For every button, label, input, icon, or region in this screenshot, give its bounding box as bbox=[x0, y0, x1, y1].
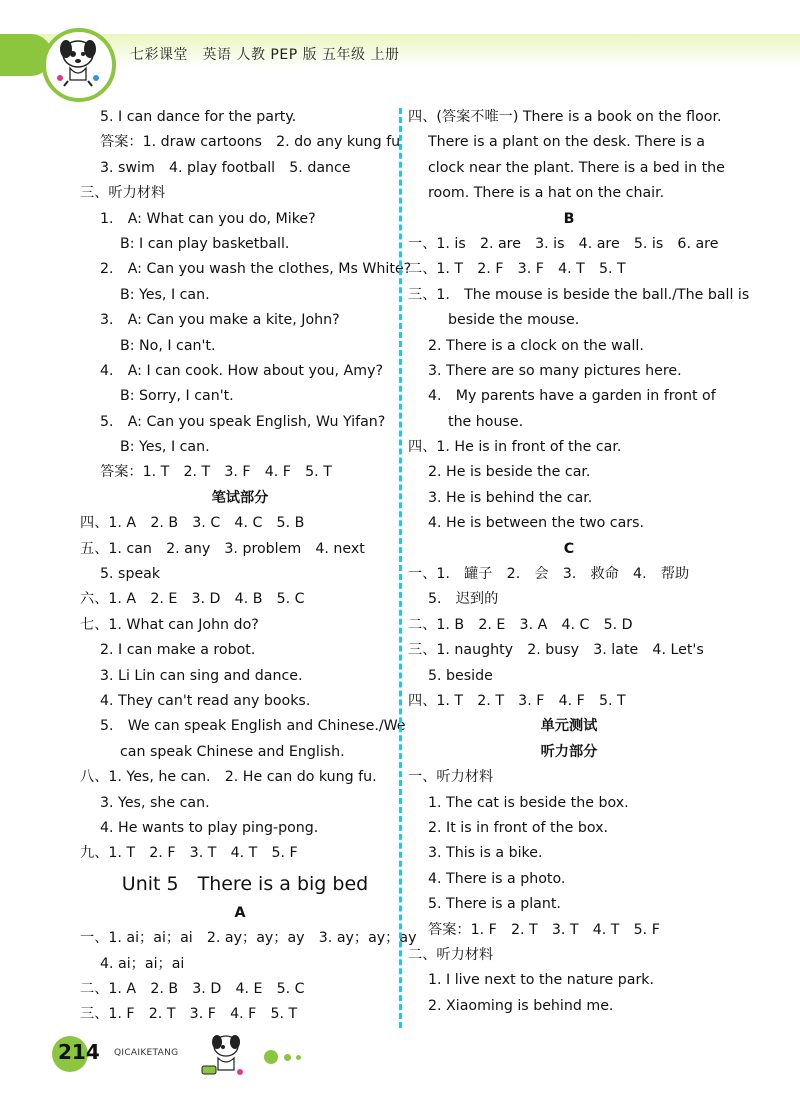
answer-line: 4. They can't read any books. bbox=[100, 692, 311, 709]
answer-line: 四、1. A 2. B 3. C 4. C 5. B bbox=[80, 515, 305, 532]
answer-line: 四、1. T 2. T 3. F 4. F 5. T bbox=[408, 692, 626, 709]
answer-line: 答案：1. F 2. T 3. T 4. T 5. F bbox=[428, 921, 660, 938]
answer-line: 2. It is in front of the box. bbox=[428, 819, 608, 836]
answer-line: 二、听力材料 bbox=[408, 946, 494, 963]
answer-line: 1. I live next to the nature park. bbox=[428, 972, 655, 989]
answer-line: 5. There is a plant. bbox=[428, 896, 561, 913]
left-answer-list-unit bbox=[80, 901, 417, 1028]
answer-line: 二、1. T 2. F 3. F 4. T 5. T bbox=[408, 261, 626, 278]
answer-line: clock near the plant. There is a bed in the bbox=[428, 159, 725, 176]
right-answer-list bbox=[408, 105, 750, 1019]
answer-line: 2. I can make a robot. bbox=[100, 642, 256, 659]
unit-title: Unit 5 There is a big bed bbox=[121, 872, 369, 895]
answer-line: 4. There is a photo. bbox=[428, 870, 566, 887]
answer-line: 七、1. What can John do? bbox=[80, 616, 259, 633]
answer-line: 1. A: What can you do, Mike? bbox=[100, 210, 316, 227]
answer-line: 5. 迟到的 bbox=[428, 591, 499, 608]
answer-line: beside the mouse. bbox=[448, 312, 580, 329]
answer-line: 二、1. B 2. E 3. A 4. C 5. D bbox=[408, 616, 633, 633]
answer-line: 三、1. F 2. T 3. F 4. F 5. T bbox=[80, 1006, 298, 1023]
footer-brand: QICAIKETANG bbox=[114, 1048, 179, 1058]
answer-line: 2. Xiaoming is behind me. bbox=[428, 997, 614, 1014]
answer-line: 三、1. The mouse is beside the ball./The ball is bbox=[408, 286, 750, 303]
right-column bbox=[408, 105, 750, 1019]
answer-line: B: Sorry, I can't. bbox=[120, 388, 234, 405]
answer-line: 三、1. naughty 2. busy 3. late 4. Let's bbox=[408, 642, 704, 659]
answer-line: 5. I can dance for the party. bbox=[100, 109, 297, 125]
answer-line: 5. A: Can you speak English, Wu Yifan? bbox=[100, 413, 386, 430]
left-answer-list bbox=[80, 105, 412, 867]
answer-line: 一、1. ai；ai；ai 2. ay；ay；ay 3. ay；ay；ay bbox=[80, 930, 417, 947]
answer-line: 4. He is between the two cars. bbox=[428, 515, 645, 532]
answer-line: 二、1. A 2. B 3. D 4. E 5. C bbox=[80, 980, 305, 997]
answer-line: 3. A: Can you make a kite, John? bbox=[100, 312, 340, 329]
answer-line: 2. He is beside the car. bbox=[428, 464, 591, 481]
answer-line: 答案：1. draw cartoons 2. do any kung fu bbox=[100, 134, 401, 151]
header-title: 七彩课堂 英语 人教 PEP 版 五年级 上册 bbox=[130, 47, 400, 63]
answer-line: There is a plant on the desk. There is a bbox=[428, 134, 705, 151]
answer-line: B: Yes, I can. bbox=[120, 286, 210, 303]
dog-mascot-icon bbox=[52, 34, 104, 88]
answer-line: 听力部分 bbox=[540, 743, 598, 760]
answer-line: B bbox=[563, 210, 575, 227]
answer-line: 4. A: I can cook. How about you, Amy? bbox=[100, 362, 384, 379]
answer-line: 单元测试 bbox=[540, 718, 598, 735]
answer-line: 五、1. can 2. any 3. problem 4. next bbox=[80, 540, 365, 557]
answer-line: 1. The cat is beside the box. bbox=[428, 794, 629, 811]
answer-line: 3. There are so many pictures here. bbox=[428, 362, 682, 379]
answer-line: B: I can play basketball. bbox=[120, 235, 290, 252]
answer-line: 4. ai；ai；ai bbox=[100, 955, 185, 972]
answer-line: 3. swim 4. play football 5. dance bbox=[100, 159, 351, 176]
answer-line: 一、1. 罐子 2. 会 3. 救命 4. 帮助 bbox=[408, 566, 690, 583]
answer-line: 5. We can speak English and Chinese./We bbox=[100, 718, 406, 735]
answer-line: 3. This is a bike. bbox=[428, 845, 543, 862]
column-divider bbox=[399, 108, 402, 1028]
answer-line: the house. bbox=[448, 413, 524, 430]
answer-line: 笔试部分 bbox=[211, 489, 269, 506]
answer-line: 2. A: Can you wash the clothes, Ms White? bbox=[100, 261, 412, 278]
answer-line: 5. beside bbox=[428, 667, 493, 684]
footer-dog-icon bbox=[196, 1030, 248, 1080]
answer-line: C bbox=[563, 540, 575, 557]
answer-line: B: Yes, I can. bbox=[120, 439, 210, 456]
answer-line: 5. speak bbox=[100, 566, 161, 583]
answer-line: room. There is a hat on the chair. bbox=[428, 185, 665, 202]
answer-line: 4. He wants to play ping-pong. bbox=[100, 819, 319, 836]
answer-line: B: No, I can't. bbox=[120, 337, 216, 354]
answer-line: 答案：1. T 2. T 3. F 4. F 5. T bbox=[100, 464, 332, 481]
answer-line: 4. My parents have a garden in front of bbox=[428, 388, 716, 405]
answer-line: 一、1. is 2. are 3. is 4. are 5. is 6. are bbox=[408, 235, 719, 252]
answer-line: can speak Chinese and English. bbox=[120, 743, 345, 760]
answer-line: 四、1. He is in front of the car. bbox=[408, 439, 622, 456]
answer-line: A bbox=[234, 904, 246, 921]
answer-line: 3. Li Lin can sing and dance. bbox=[100, 667, 303, 684]
answer-line: 三、听力材料 bbox=[80, 185, 166, 202]
answer-line: 四、(答案不唯一) There is a book on the floor. bbox=[408, 109, 722, 125]
answer-line: 八、1. Yes, he can. 2. He can do kung fu. bbox=[80, 769, 377, 786]
header-band bbox=[0, 34, 800, 76]
answer-line: 3. He is behind the car. bbox=[428, 489, 593, 506]
footer-dot-medium bbox=[284, 1054, 291, 1061]
footer-dot-large bbox=[264, 1050, 278, 1064]
left-column bbox=[80, 105, 417, 1028]
footer-dot-small bbox=[296, 1055, 301, 1060]
page-number: 214 bbox=[58, 1040, 100, 1064]
answer-line: 九、1. T 2. F 3. T 4. T 5. F bbox=[80, 845, 298, 862]
answer-line: 一、听力材料 bbox=[408, 769, 494, 786]
answer-line: 3. Yes, she can. bbox=[100, 794, 210, 811]
answer-line: 2. There is a clock on the wall. bbox=[428, 337, 644, 354]
answer-line: 六、1. A 2. E 3. D 4. B 5. C bbox=[80, 591, 305, 608]
